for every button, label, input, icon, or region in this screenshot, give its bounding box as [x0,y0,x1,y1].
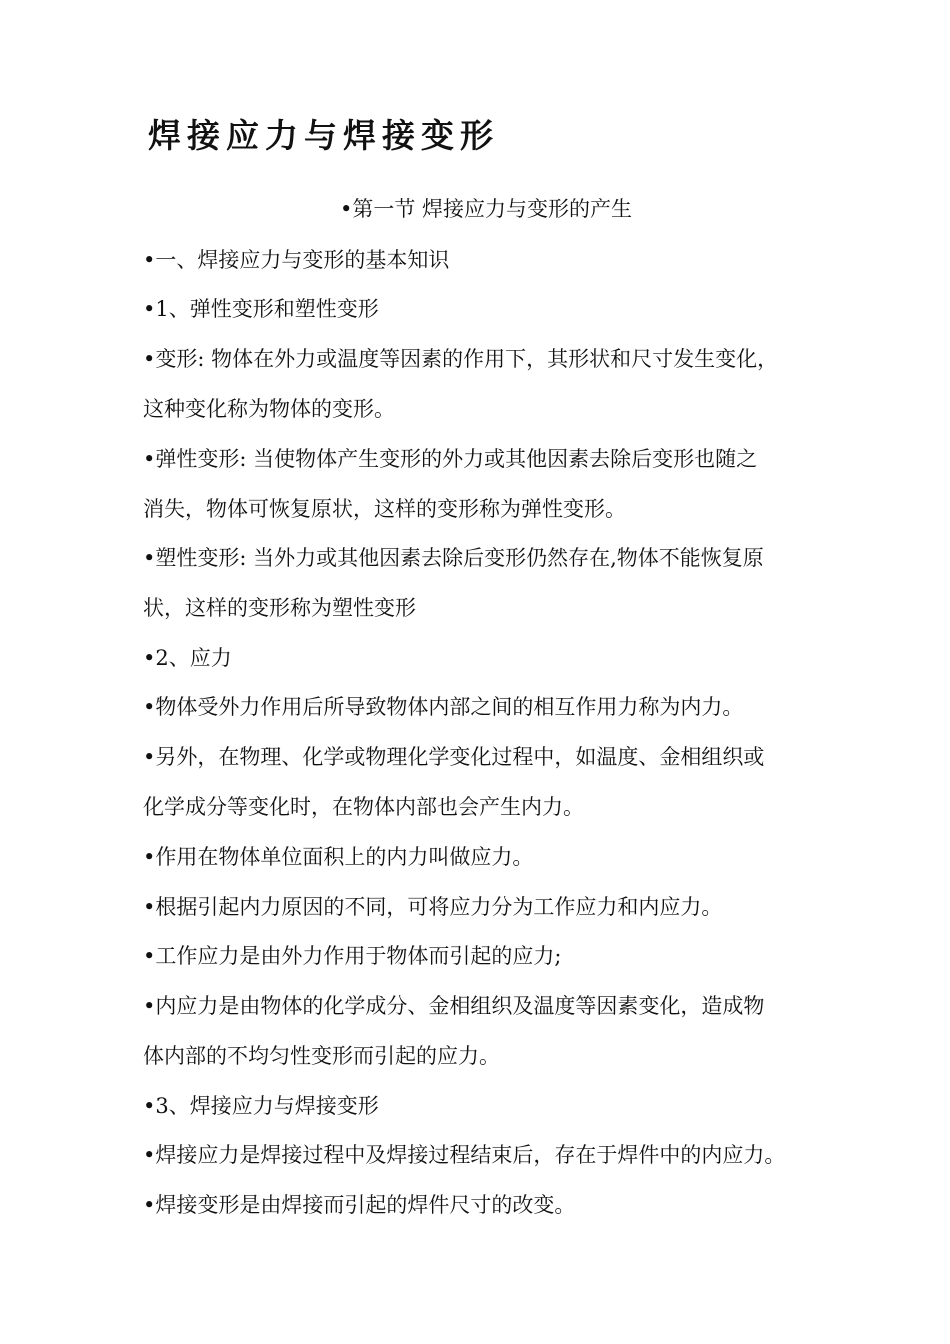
subheading-stress: •2、应力 [143,646,232,670]
paragraph-line: 消失，物体可恢复原状，这样的变形称为弹性变形。 [143,497,626,521]
paragraph-line: •物体受外力作用后所导致物体内部之间的相互作用力称为内力。 [143,695,744,719]
paragraph-line: •根据引起内力原因的不同，可将应力分为工作应力和内应力。 [143,895,723,919]
paragraph-line: •变形: 物体在外力或温度等因素的作用下，其形状和尺寸发生变化， [143,347,779,371]
paragraph-line: •塑性变形: 当外力或其他因素去除后变形仍然存在,物体不能恢复原 [143,546,764,570]
paragraph-line: •作用在物体单位面积上的内力叫做应力。 [143,845,534,869]
paragraph-line: 这种变化称为物体的变形。 [143,397,395,421]
paragraph-line: •工作应力是由外力作用于物体而引起的应力; [143,944,562,968]
document-title: 焊接应力与焊接变形 [148,116,499,155]
paragraph-line: 体内部的不均匀性变形而引起的应力。 [143,1044,500,1068]
paragraph-line: •焊接应力是焊接过程中及焊接过程结束后，存在于焊件中的内应力。 [143,1143,786,1167]
paragraph-line: •内应力是由物体的化学成分、金相组织及温度等因素变化，造成物 [143,994,765,1018]
heading-basic-knowledge: •一、焊接应力与变形的基本知识 [143,248,450,272]
paragraph-line: •弹性变形: 当使物体产生变形的外力或其他因素去除后变形也随之 [143,447,758,471]
section-heading [0,190,950,228]
subheading-elastic-plastic: •1、弹性变形和塑性变形 [143,297,379,321]
paragraph-line: 化学成分等变化时，在物体内部也会产生内力。 [143,795,584,819]
section-heading-text: •第一节 焊接应力与变形的产生 [339,197,633,221]
paragraph-line: •焊接变形是由焊接而引起的焊件尺寸的改变。 [143,1193,576,1217]
paragraph-line: 状，这样的变形称为塑性变形 [143,596,416,620]
subheading-welding-stress-deformation: •3、焊接应力与焊接变形 [143,1094,379,1118]
paragraph-line: •另外，在物理、化学或物理化学变化过程中，如温度、金相组织或 [143,745,765,769]
